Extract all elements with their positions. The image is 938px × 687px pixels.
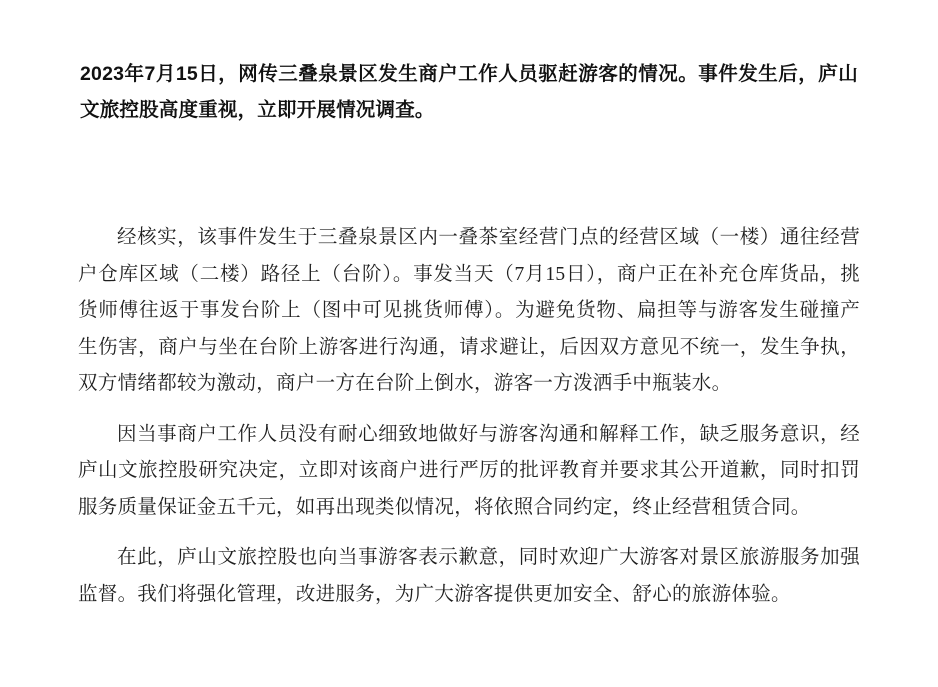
document-paragraph-3: 在此，庐山文旅控股也向当事游客表示歉意，同时欢迎广大游客对景区旅游服务加强监督。我们将强化管理，改进服务，为广大游客提供更加安全、舒心的旅游体验。 xyxy=(78,547,860,605)
document-paragraph-2: 因当事商户工作人员没有耐心细致地做好与游客沟通和解释工作，缺乏服务意识，经庐山文旅控股研究决定，立即对该商户进行严厉的批评教育并要求其公开道歉，同时扣罚服务质量保证金五千元，如再出现类似情况，将依照合同约定，终止经营租赁合同。 xyxy=(78,423,860,518)
headline-body-spacer xyxy=(72,128,866,220)
document-headline: 2023年7月15日，网传三叠泉景区发生商户工作人员驱赶游客的情况。事件发生后，庐山文旅控股高度重视，立即开展情况调查。 xyxy=(80,63,858,121)
document-body xyxy=(72,220,866,613)
document-paragraph-1: 经核实，该事件发生于三叠泉景区内一叠茶室经营门点的经营区域（一楼）通往经营户仓库区域（二楼）路径上（台阶）。事发当天（7月15日），商户正在补充仓库货品，挑货师傅往返于事发台阶上（图中可见挑货师傅）。为避免货物、扁担等与游客发生碰撞产生伤害，商户与坐在台阶上游客进行沟通，请求避让，后因双方意见不统一，发生争执，双方情绪都较为激动，商户一方在台阶上倒水，游客一方泼洒手中瓶装水。 xyxy=(78,227,860,394)
